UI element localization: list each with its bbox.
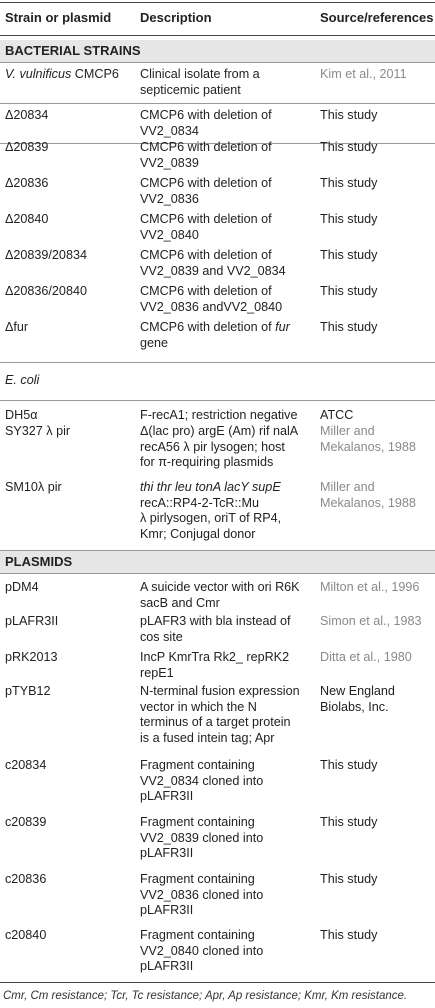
strain-source: This study <box>320 176 378 190</box>
header-strain: Strain or plasmid <box>5 10 112 25</box>
strain-description: thi thr leu tonA lacY supE recA::RP4-2-TcR::Mu λ pirlysogen, oriT of RP4, Kmr; Conjugal donor <box>140 480 282 541</box>
strain-description: CMCP6 with deletion of VV2_0839 <box>140 140 272 170</box>
plasmid-name: pRK2013 <box>5 650 58 664</box>
strain-name: Δ20840 <box>5 212 49 226</box>
section-bacterial-label: BACTERIAL STRAINS <box>5 43 141 58</box>
header-description: Description <box>140 10 212 25</box>
strain-name: Δ20836 <box>5 176 49 190</box>
strain-source: This study <box>320 284 378 298</box>
section-ecoli-label: E. coli <box>5 373 40 387</box>
strain-description: CMCP6 with deletion of VV2_0840 <box>140 212 272 242</box>
strain-source: This study <box>320 108 378 122</box>
strain-source: This study <box>320 248 378 262</box>
strain-description: Clinical isolate from a septicemic patient <box>140 67 260 97</box>
plasmid-source: This study <box>320 758 378 772</box>
plasmid-source: Milton et al., 1996 <box>320 580 420 594</box>
plasmid-name: c20839 <box>5 815 47 829</box>
plasmid-name: c20840 <box>5 928 47 942</box>
strain-description: CMCP6 with deletion of VV2_0836 <box>140 176 272 206</box>
plasmid-source: This study <box>320 872 378 886</box>
top-rule <box>0 2 435 3</box>
plasmid-name: pTYB12 <box>5 684 51 698</box>
strain-name: Δ20839 <box>5 140 49 154</box>
strain-name: SM10λ pir <box>5 480 62 494</box>
plasmid-name: pDM4 <box>5 580 39 594</box>
section-plasmids <box>0 551 435 573</box>
section-rule <box>0 400 435 401</box>
plasmid-description: Fragment containing VV2_0839 cloned into pLAFR3II <box>140 815 264 860</box>
header-source: Source/references <box>320 10 434 25</box>
strain-source: Miller and Mekalanos, 1988 <box>320 480 416 510</box>
strain-description: CMCP6 with deletion of fur gene <box>140 320 290 350</box>
strain-source: Kim et al., 2011 <box>320 67 407 81</box>
strain-name: DH5α <box>5 408 38 422</box>
plasmid-name: c20836 <box>5 872 47 886</box>
strain-name: Δ20834 <box>5 108 49 122</box>
strain-description: CMCP6 with deletion of VV2_0839 and VV2_0834 <box>140 248 286 278</box>
section-rule <box>0 573 435 574</box>
strain-source: This study <box>320 320 378 334</box>
strain-description: F-recA1; restriction negative <box>140 408 298 422</box>
plasmid-name: pLAFR3II <box>5 614 59 628</box>
strain-name: Δ20839/20834 <box>5 248 87 262</box>
section-plasmids-label: PLASMIDS <box>5 554 73 569</box>
strain-source: This study <box>320 212 378 226</box>
plasmid-description: Fragment containing VV2_0834 cloned into pLAFR3II <box>140 758 264 803</box>
section-rule <box>0 362 435 363</box>
plasmid-description: A suicide vector with ori R6K sacB and Cmr <box>140 580 300 610</box>
strain-name: Δ20836/20840 <box>5 284 87 298</box>
plasmid-source: New England Biolabs, Inc. <box>320 684 395 714</box>
strain-name: Δfur <box>5 320 29 334</box>
strain-name: SY327 λ pir <box>5 424 71 438</box>
plasmid-source: This study <box>320 815 378 829</box>
row-rule <box>0 103 435 104</box>
plasmid-name: c20834 <box>5 758 47 772</box>
strain-description: CMCP6 with deletion of VV2_0834 <box>140 108 272 138</box>
plasmid-source: This study <box>320 928 378 942</box>
section-bacterial-strains <box>0 40 435 62</box>
plasmid-description: Fragment containing VV2_0836 cloned into pLAFR3II <box>140 872 264 917</box>
plasmid-description: pLAFR3 with bla instead of cos site <box>140 614 291 644</box>
strain-name: V. vulnificus CMCP6 <box>5 67 119 81</box>
plasmid-description: Fragment containing VV2_0840 cloned into pLAFR3II <box>140 928 264 973</box>
plasmid-description: N-terminal fusion expression vector in which the N terminus of a target protein is a fused intein tag; Apr <box>140 684 300 745</box>
strain-description: Δ(lac pro) argE (Am) rif nalA recA56 λ pir lysogen; host for π-requiring plasmids <box>140 424 299 469</box>
section-rule <box>0 62 435 63</box>
strain-source: Miller and Mekalanos, 1988 <box>320 424 416 454</box>
plasmid-description: IncP KmrTra Rk2_ repRK2 repE1 <box>140 650 290 680</box>
bottom-rule <box>0 982 435 983</box>
header-rule <box>0 35 435 36</box>
plasmid-source: Ditta et al., 1980 <box>320 650 412 664</box>
strain-description: CMCP6 with deletion of VV2_0836 andVV2_0840 <box>140 284 283 314</box>
strain-source: ATCC <box>320 408 354 422</box>
strain-source: This study <box>320 140 378 154</box>
plasmid-source: Simon et al., 1983 <box>320 614 422 628</box>
table-footnote: Cmr, Cm resistance; Tcr, Tc resistance; Apr, Ap resistance; Kmr, Km resistance. <box>3 990 408 1002</box>
